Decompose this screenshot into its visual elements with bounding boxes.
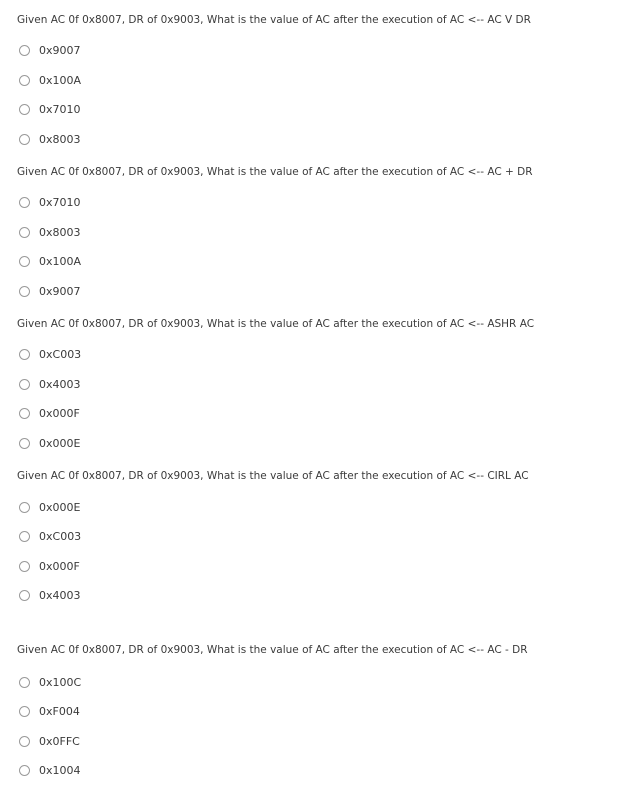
question-3-option-4[interactable] — [19, 435, 80, 451]
radio-button[interactable] — [19, 590, 30, 601]
question-2-option-2[interactable] — [19, 224, 81, 240]
option-label: 0x100A — [39, 254, 82, 268]
question-4-option-4[interactable] — [19, 587, 81, 603]
radio-button[interactable] — [19, 677, 30, 688]
question-3-text: Given AC 0f 0x8007, DR of 0x9003, What is the value of AC after the execution of AC <-- ASHR AC — [17, 318, 535, 330]
question-3-option-1[interactable] — [19, 346, 81, 362]
radio-button[interactable] — [19, 104, 30, 115]
question-1-option-1[interactable] — [19, 42, 81, 58]
question-2-text: Given AC 0f 0x8007, DR of 0x9003, What is the value of AC after the execution of AC <-- AC + DR — [17, 166, 533, 178]
option-label: 0x7010 — [39, 102, 81, 116]
radio-button[interactable] — [19, 561, 30, 572]
radio-button[interactable] — [19, 256, 30, 267]
question-4-option-3[interactable] — [19, 558, 80, 574]
question-1-option-4[interactable] — [19, 131, 81, 147]
question-3-option-2[interactable] — [19, 376, 81, 392]
question-5-option-2[interactable] — [19, 703, 80, 719]
radio-button[interactable] — [19, 765, 30, 776]
option-label: 0x100C — [39, 675, 82, 689]
option-label: 0x4003 — [39, 588, 81, 602]
question-1-text: Given AC 0f 0x8007, DR of 0x9003, What is the value of AC after the execution of AC <-- AC V DR — [17, 14, 531, 26]
radio-button[interactable] — [19, 75, 30, 86]
option-label: 0x0FFC — [39, 734, 80, 748]
option-label: 0x7010 — [39, 195, 81, 209]
radio-button[interactable] — [19, 286, 30, 297]
radio-button[interactable] — [19, 502, 30, 513]
question-1-option-3[interactable] — [19, 101, 81, 117]
question-2-option-1[interactable] — [19, 194, 81, 210]
radio-button[interactable] — [19, 379, 30, 390]
option-label: 0x9007 — [39, 43, 81, 57]
option-label: 0x000E — [39, 436, 81, 450]
question-5-text: Given AC 0f 0x8007, DR of 0x9003, What is the value of AC after the execution of AC <-- AC - DR — [17, 644, 528, 656]
option-label: 0x000F — [39, 406, 80, 420]
radio-button[interactable] — [19, 349, 30, 360]
option-label: 0x100A — [39, 73, 82, 87]
option-label: 0x8003 — [39, 132, 81, 146]
option-label: 0x1004 — [39, 763, 81, 777]
option-label: 0x8003 — [39, 225, 81, 239]
radio-button[interactable] — [19, 134, 30, 145]
question-2-option-3[interactable] — [19, 253, 81, 269]
question-4-option-1[interactable] — [19, 499, 80, 515]
option-label: 0x000E — [39, 500, 81, 514]
option-label: 0x9007 — [39, 284, 81, 298]
question-2-option-4[interactable] — [19, 283, 81, 299]
question-5-option-1[interactable] — [19, 674, 81, 690]
radio-button[interactable] — [19, 408, 30, 419]
option-label: 0x4003 — [39, 377, 81, 391]
radio-button[interactable] — [19, 706, 30, 717]
question-1-option-2[interactable] — [19, 72, 81, 88]
radio-button[interactable] — [19, 197, 30, 208]
option-label: 0xC003 — [39, 347, 82, 361]
question-4-option-2[interactable] — [19, 528, 81, 544]
question-5-option-3[interactable] — [19, 733, 80, 749]
radio-button[interactable] — [19, 438, 30, 449]
radio-button[interactable] — [19, 227, 30, 238]
radio-button[interactable] — [19, 45, 30, 56]
radio-button[interactable] — [19, 531, 30, 542]
question-3-option-3[interactable] — [19, 405, 80, 421]
option-label: 0x000F — [39, 559, 80, 573]
option-label: 0xF004 — [39, 704, 80, 718]
question-4-text: Given AC 0f 0x8007, DR of 0x9003, What is the value of AC after the execution of AC <-- CIRL AC — [17, 470, 529, 482]
radio-button[interactable] — [19, 736, 30, 747]
option-label: 0xC003 — [39, 529, 82, 543]
question-5-option-4[interactable] — [19, 762, 81, 778]
